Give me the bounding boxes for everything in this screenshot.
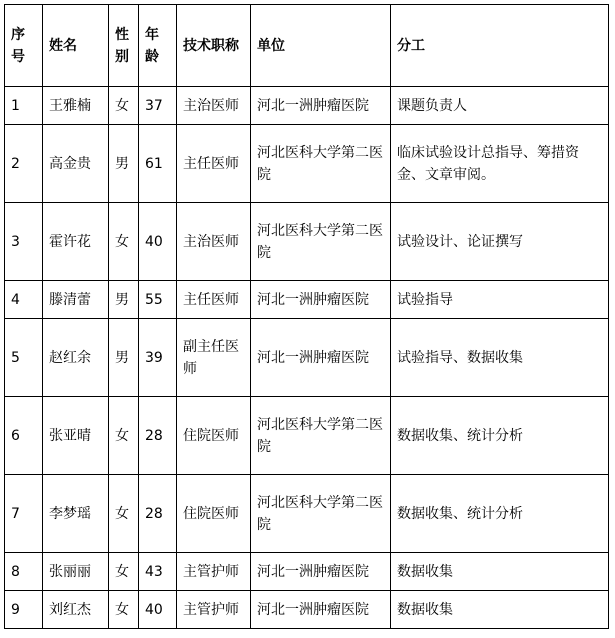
cell-seq: 8 <box>5 553 43 591</box>
table-row <box>5 281 609 319</box>
cell-role: 试验指导 <box>391 281 609 319</box>
cell-title: 住院医师 <box>177 475 251 553</box>
cell-gender: 女 <box>109 591 139 629</box>
header-age: 年龄 <box>139 5 177 87</box>
cell-name: 高金贵 <box>43 125 109 203</box>
cell-name: 李梦瑶 <box>43 475 109 553</box>
cell-unit: 河北医科大学第二医院 <box>251 475 391 553</box>
staff-table <box>4 4 609 629</box>
cell-age: 37 <box>139 87 177 125</box>
cell-title: 主治医师 <box>177 203 251 281</box>
cell-gender: 男 <box>109 281 139 319</box>
cell-unit: 河北一洲肿瘤医院 <box>251 87 391 125</box>
cell-seq: 5 <box>5 319 43 397</box>
table-row <box>5 553 609 591</box>
cell-age: 40 <box>139 591 177 629</box>
cell-gender: 男 <box>109 125 139 203</box>
table-row <box>5 475 609 553</box>
cell-unit: 河北医科大学第二医院 <box>251 125 391 203</box>
cell-unit: 河北一洲肿瘤医院 <box>251 553 391 591</box>
header-seq: 序号 <box>5 5 43 87</box>
cell-role: 数据收集、统计分析 <box>391 397 609 475</box>
table-row <box>5 591 609 629</box>
cell-age: 28 <box>139 475 177 553</box>
cell-gender: 男 <box>109 319 139 397</box>
cell-seq: 2 <box>5 125 43 203</box>
cell-role: 课题负责人 <box>391 87 609 125</box>
cell-gender: 女 <box>109 475 139 553</box>
header-role: 分工 <box>391 5 609 87</box>
cell-title: 主任医师 <box>177 281 251 319</box>
cell-name: 张丽丽 <box>43 553 109 591</box>
header-unit: 单位 <box>251 5 391 87</box>
cell-unit: 河北一洲肿瘤医院 <box>251 591 391 629</box>
cell-seq: 1 <box>5 87 43 125</box>
cell-age: 40 <box>139 203 177 281</box>
cell-gender: 女 <box>109 87 139 125</box>
cell-unit: 河北一洲肿瘤医院 <box>251 281 391 319</box>
table-row <box>5 125 609 203</box>
cell-role: 试验指导、数据收集 <box>391 319 609 397</box>
cell-name: 王雅楠 <box>43 87 109 125</box>
header-title: 技术职称 <box>177 5 251 87</box>
cell-seq: 7 <box>5 475 43 553</box>
cell-role: 试验设计、论证撰写 <box>391 203 609 281</box>
cell-gender: 女 <box>109 553 139 591</box>
cell-name: 赵红余 <box>43 319 109 397</box>
cell-age: 55 <box>139 281 177 319</box>
cell-title: 副主任医师 <box>177 319 251 397</box>
header-gender: 性别 <box>109 5 139 87</box>
cell-seq: 4 <box>5 281 43 319</box>
cell-gender: 女 <box>109 397 139 475</box>
table-row <box>5 203 609 281</box>
cell-age: 61 <box>139 125 177 203</box>
cell-role: 数据收集 <box>391 591 609 629</box>
table-row <box>5 397 609 475</box>
cell-seq: 9 <box>5 591 43 629</box>
header-row <box>5 5 609 87</box>
cell-title: 主管护师 <box>177 553 251 591</box>
table-row <box>5 87 609 125</box>
cell-seq: 6 <box>5 397 43 475</box>
cell-age: 43 <box>139 553 177 591</box>
cell-role: 数据收集 <box>391 553 609 591</box>
cell-name: 张亚晴 <box>43 397 109 475</box>
cell-role: 临床试验设计总指导、筹措资金、文章审阅。 <box>391 125 609 203</box>
cell-gender: 女 <box>109 203 139 281</box>
cell-name: 滕清蕾 <box>43 281 109 319</box>
cell-age: 39 <box>139 319 177 397</box>
cell-title: 主管护师 <box>177 591 251 629</box>
table-row <box>5 319 609 397</box>
cell-name: 刘红杰 <box>43 591 109 629</box>
cell-age: 28 <box>139 397 177 475</box>
header-name: 姓名 <box>43 5 109 87</box>
cell-unit: 河北医科大学第二医院 <box>251 203 391 281</box>
cell-title: 主任医师 <box>177 125 251 203</box>
cell-unit: 河北医科大学第二医院 <box>251 397 391 475</box>
cell-seq: 3 <box>5 203 43 281</box>
cell-title: 主治医师 <box>177 87 251 125</box>
cell-title: 住院医师 <box>177 397 251 475</box>
cell-unit: 河北一洲肿瘤医院 <box>251 319 391 397</box>
cell-role: 数据收集、统计分析 <box>391 475 609 553</box>
cell-name: 霍许花 <box>43 203 109 281</box>
